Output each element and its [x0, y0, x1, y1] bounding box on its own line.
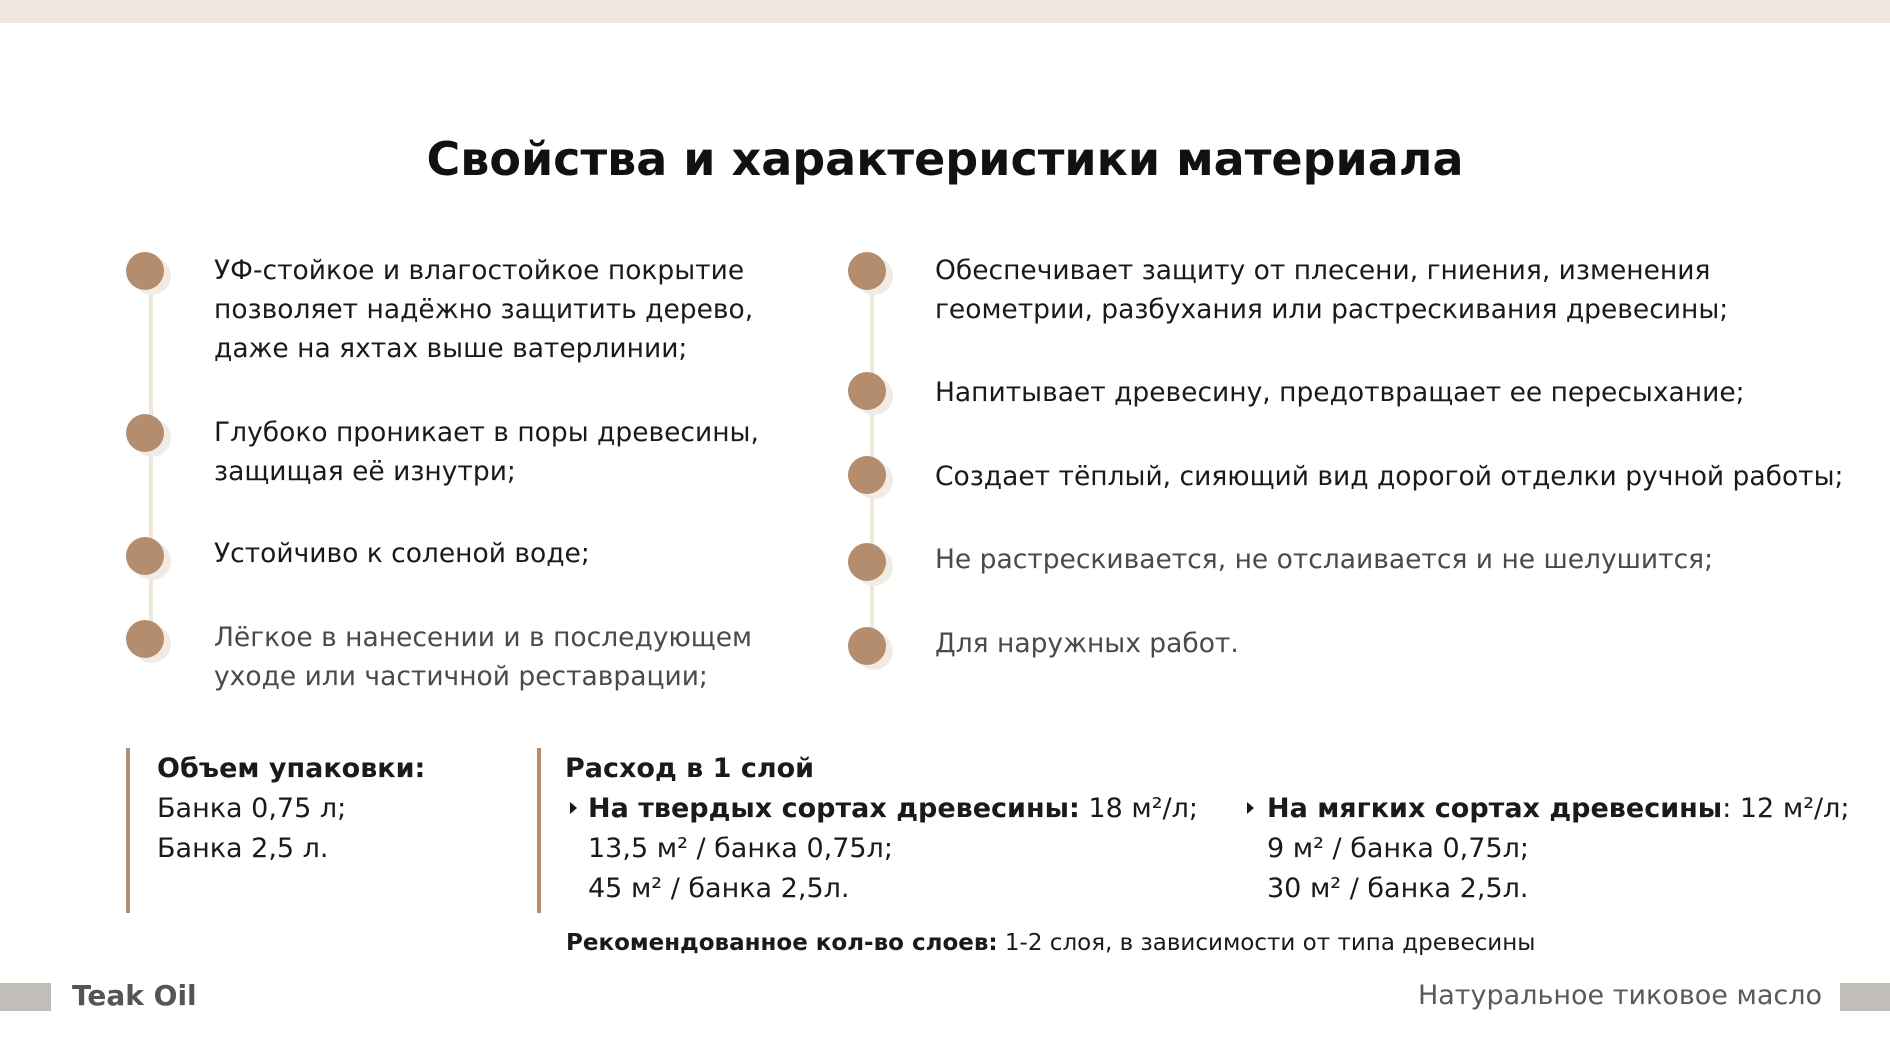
feature-item: УФ-стойкое и влагостойкое покрытие позволяет надёжно защитить дерево, даже на яхтах выше ватерлинии;	[214, 255, 754, 364]
footer-right-block	[1840, 983, 1890, 1011]
feature-item: Лёгкое в нанесении и в последующем уходе или частичной реставрации;	[214, 622, 753, 692]
consumption-accent-bar	[537, 748, 541, 913]
bullet-dot	[126, 414, 164, 452]
volume-block	[157, 749, 425, 869]
footer-tagline: Натуральное тиковое масло	[1417, 980, 1822, 1011]
bullet-dot	[126, 252, 164, 290]
volume-heading: Объем упаковки:	[157, 753, 426, 784]
footer-left-block	[0, 983, 51, 1011]
bullet-dot	[848, 456, 886, 494]
bullet-triangle-icon	[570, 802, 577, 814]
bullet-triangle-icon	[1247, 802, 1254, 814]
feature-item: Напитывает древесину, предотвращает ее пересыхание;	[935, 377, 1745, 408]
page-title: Свойства и характеристики материала	[426, 132, 1464, 186]
feature-item: Обеспечивает защиту от плесени, гниения, изменения геометрии, разбухания или растрескивания древесины;	[935, 255, 1729, 325]
bullet-dot	[848, 543, 886, 581]
footer-brand: Teak Oil	[72, 979, 197, 1012]
recommended-layers: Рекомендованное кол-во слоев: 1-2 слоя, в зависимости от типа древесины	[566, 930, 1536, 956]
bullet-dot	[848, 252, 886, 290]
bullet-dot	[848, 372, 886, 410]
soft-wood-consumption: На мягких сортах древесины: 12 м²/л; 9 м² / банка 0,75л; 30 м² / банка 2,5л.	[1267, 793, 1850, 904]
top-band	[0, 0, 1890, 23]
left-timeline-line	[149, 270, 153, 655]
feature-item: Для наружных работ.	[935, 628, 1239, 659]
bullet-dot	[126, 537, 164, 575]
feature-item: Глубоко проникает в поры древесины, защищая её изнутри;	[214, 417, 759, 487]
volume-line: Банка 0,75 л;	[157, 793, 347, 824]
feature-item: Не растрескивается, не отслаивается и не шелушится;	[935, 544, 1714, 575]
feature-item: Создает тёплый, сияющий вид дорогой отделки ручной работы;	[935, 461, 1844, 492]
feature-item: Устойчиво к соленой воде;	[214, 538, 590, 569]
consumption-heading: Расход в 1 слой	[565, 753, 815, 784]
volume-accent-bar	[126, 748, 130, 913]
bullet-dot	[848, 627, 886, 665]
hard-wood-consumption: На твердых сортах древесины: 18 м²/л; 13,5 м² / банка 0,75л; 45 м² / банка 2,5л.	[588, 793, 1198, 904]
bullet-dot	[126, 620, 164, 658]
volume-line: Банка 2,5 л.	[157, 833, 329, 864]
